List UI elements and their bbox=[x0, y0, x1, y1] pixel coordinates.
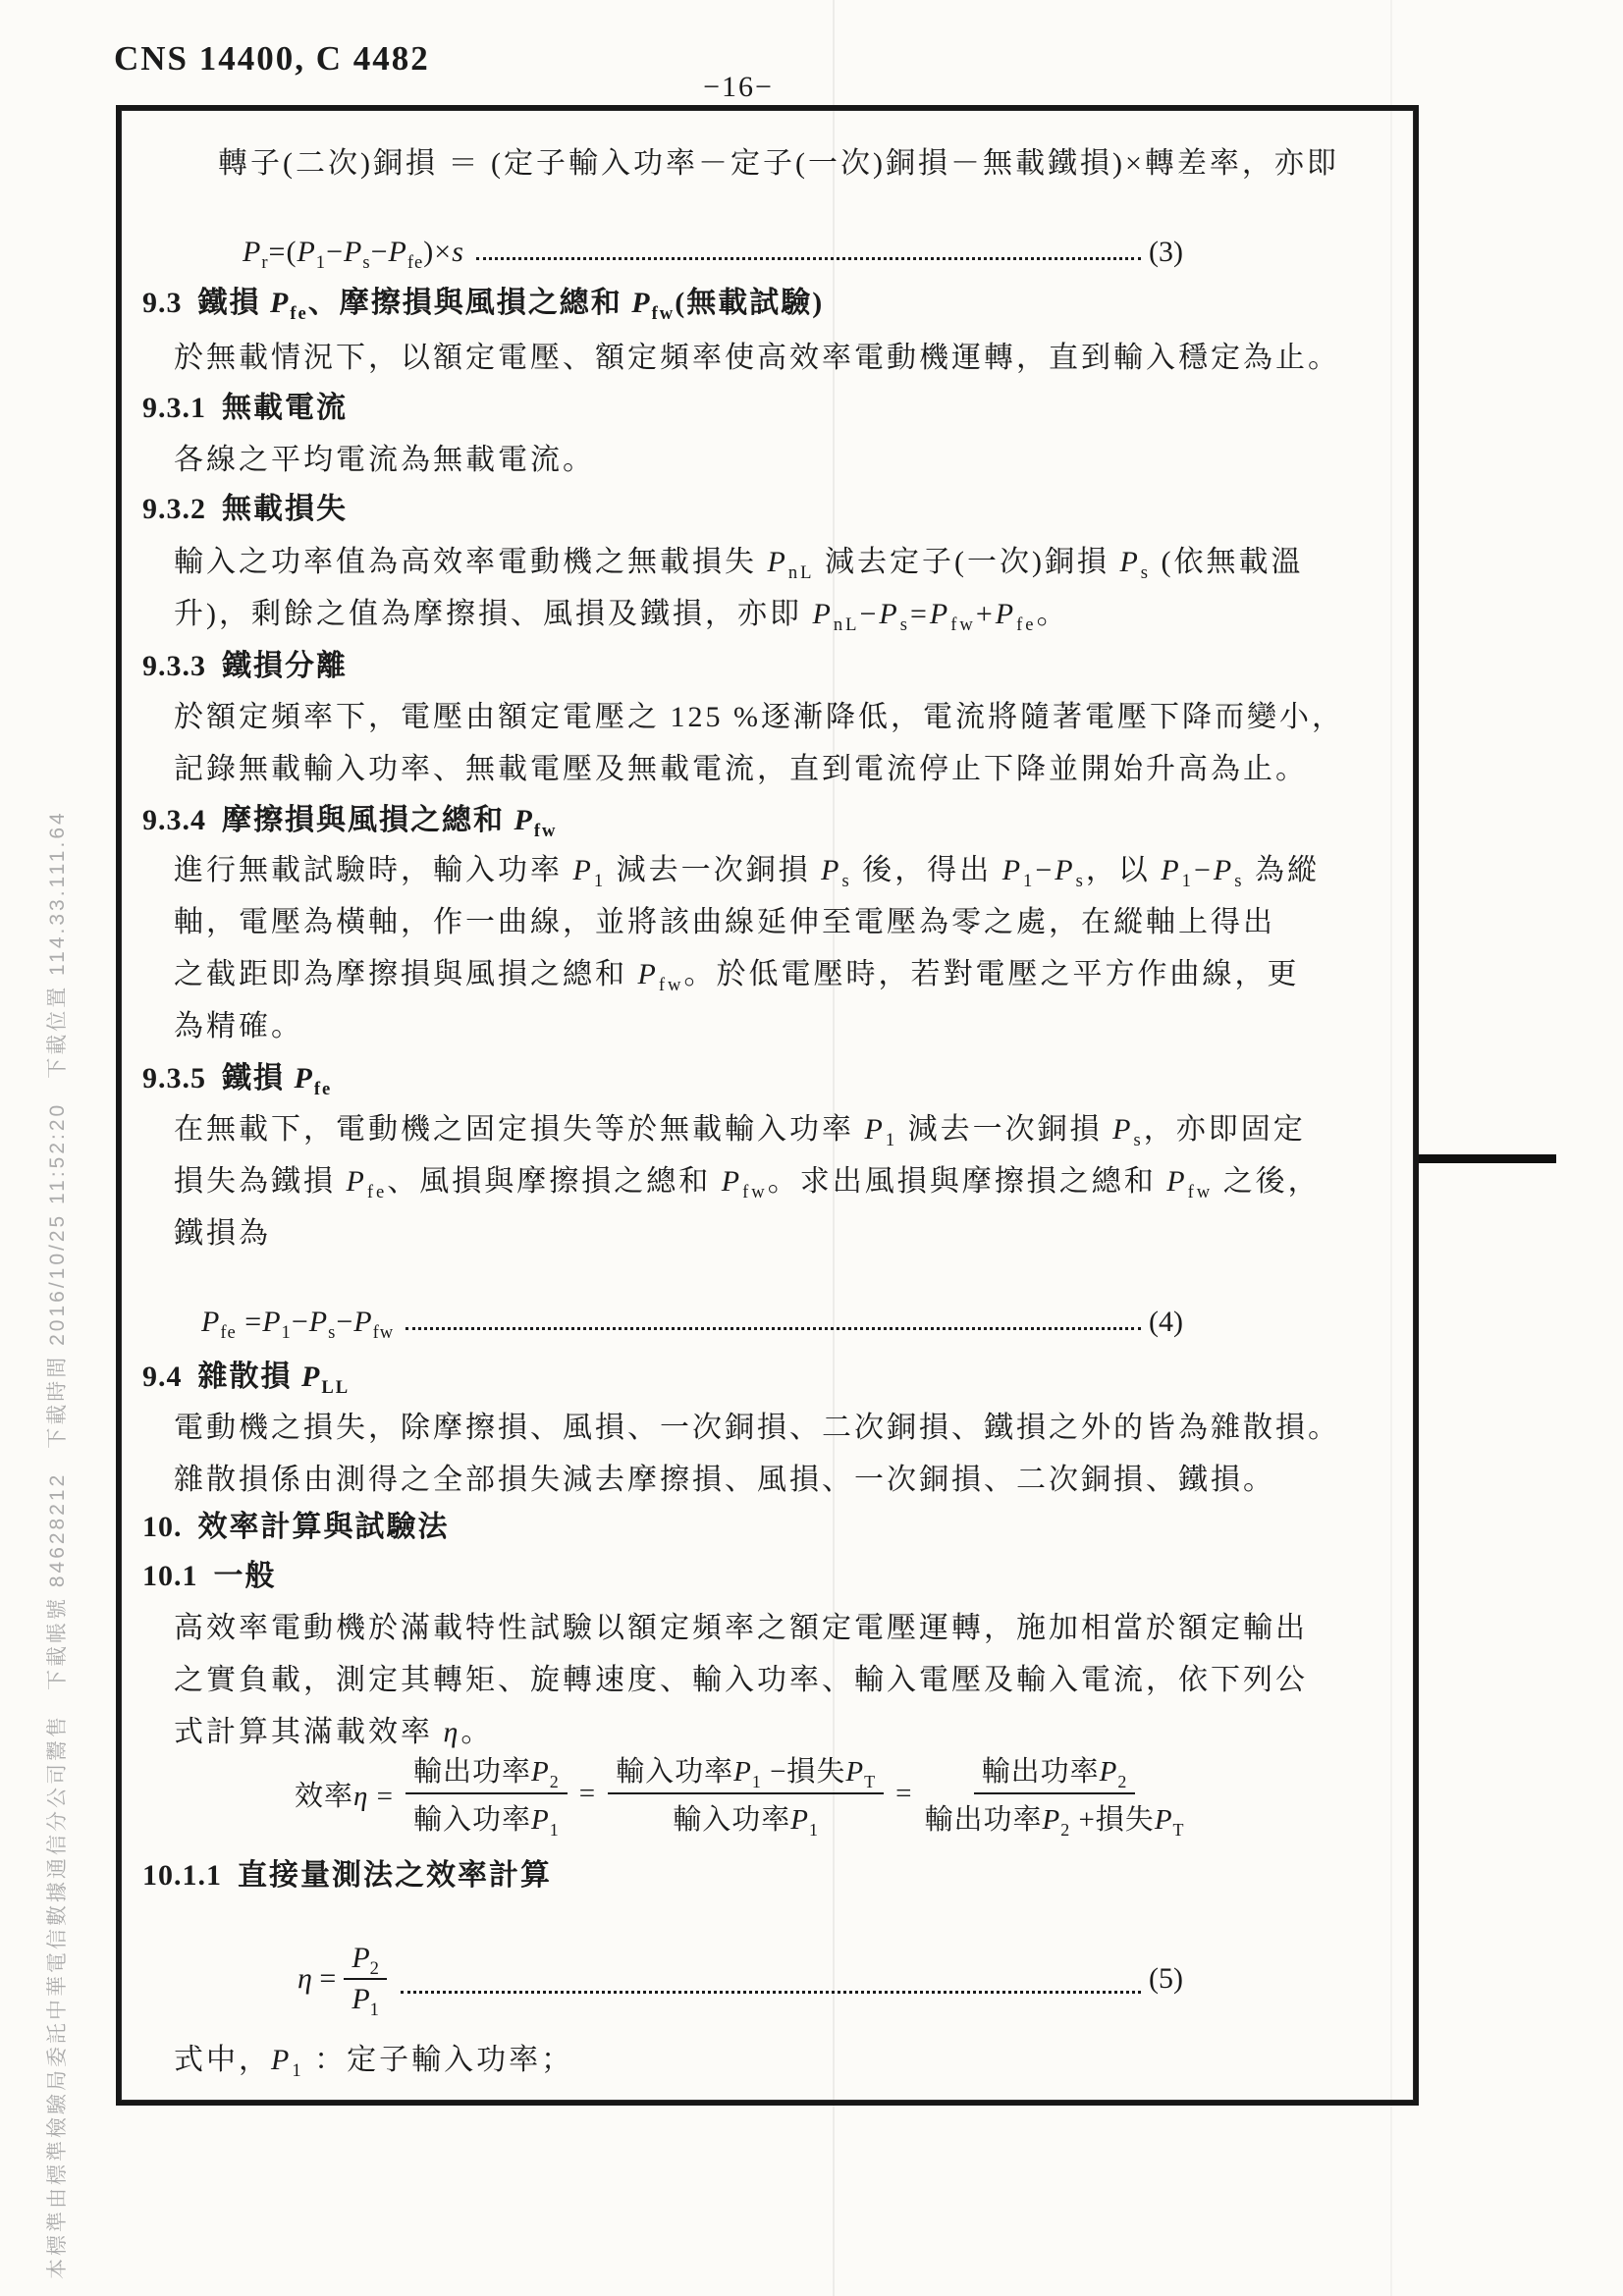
section-title: 直接量測法之效率計算 bbox=[238, 1859, 552, 1892]
text-line: 於額定頻率下，電壓由額定電壓之 125 %逐漸降低，電流將隨著電壓下降而變小， bbox=[174, 701, 1344, 733]
fraction-numerator: $P_2$ bbox=[344, 1942, 387, 1980]
fraction-1 bbox=[406, 1749, 568, 1838]
text-line: 電動機之損失，除摩擦損、風損、一次銅損、二次銅損、鐵損之外的皆為雜散損。 bbox=[174, 1412, 1340, 1444]
section-heading-10-1-1 bbox=[142, 1855, 552, 1896]
section-number: 10.1 bbox=[142, 1560, 198, 1592]
text-line: 進行無載試驗時，輸入功率 $P_1$ 減去一次銅損 $P_s$ 後，得出 $P_1-P_s$，以 $P_1-P_s$ 為縱 bbox=[174, 854, 1320, 891]
equation-5-lhs: η = bbox=[298, 1962, 337, 1995]
section-heading-9-3-5 bbox=[142, 1058, 332, 1099]
standard-number: CNS 14400, C 4482 bbox=[114, 39, 430, 78]
section-heading-9-3-4 bbox=[142, 800, 557, 841]
fraction-numerator: 輸出功率$P_2$ bbox=[406, 1749, 568, 1794]
section-title: 鐵損 $P_{fe}$ bbox=[222, 1062, 333, 1099]
paragraph-where: 式中，$P_1$ ：定子輸入功率； bbox=[174, 2044, 574, 2081]
section-title: 無載電流 bbox=[222, 392, 348, 424]
section-heading-9-3-2 bbox=[142, 489, 348, 530]
text-line: 高效率電動機於滿載特性試驗以額定頻率之額定電壓運轉，施加相當於額定輸出 bbox=[174, 1612, 1308, 1644]
efficiency-formula bbox=[295, 1749, 1185, 1838]
section-number: 9.3.3 bbox=[142, 650, 206, 682]
paragraph-9-3-4 bbox=[174, 844, 1320, 1052]
text-line: 鐵損為 bbox=[174, 1217, 271, 1250]
equation-4-number: (4) bbox=[1149, 1306, 1183, 1338]
section-number: 9.3.2 bbox=[142, 493, 206, 525]
paragraph-intro: 轉子(二次)銅損 ＝ (定子輸入功率－定子(一次)銅損－無載鐵損)×轉差率，亦即 bbox=[218, 147, 1339, 180]
text-line: 在無載下，電動機之固定損失等於無載輸入功率 $P_1$ 減去一次銅損 $P_s$，亦即固定 bbox=[174, 1113, 1306, 1150]
fraction-denominator: 輸入功率$P_1$ bbox=[673, 1804, 819, 1840]
section-title: 效率計算與試驗法 bbox=[197, 1511, 450, 1543]
equation-5-number: (5) bbox=[1149, 1962, 1183, 1995]
paragraph-9-3-3 bbox=[174, 691, 1344, 795]
section-number: 9.3.4 bbox=[142, 804, 206, 836]
watermark-text: 本標準由標準檢驗局委託中華電信數據通信分公司鬻售 下載帳號 84628212 下載時間 2016/10/25 11:52:20 下載位置 114.33.111.64 bbox=[46, 810, 69, 2279]
text-line: 之實負載，測定其轉矩、旋轉速度、輸入功率、輸入電壓及輸入電流，依下列公 bbox=[174, 1664, 1308, 1696]
equation-3 bbox=[243, 236, 1183, 273]
fraction-numerator: 輸出功率$P_2$ bbox=[974, 1749, 1136, 1794]
text-line: 之截距即為摩擦損與風損之總和 $P_{fw}$。於低電壓時，若對電壓之平方作曲線，更 bbox=[174, 958, 1300, 995]
dotted-leader bbox=[406, 1327, 1141, 1330]
section-number: 10.1.1 bbox=[142, 1859, 222, 1892]
equation-5 bbox=[298, 1942, 1183, 2020]
equation-5-fraction bbox=[344, 1942, 387, 2020]
section-number: 9.3.5 bbox=[142, 1062, 206, 1095]
section-title: 一般 bbox=[213, 1560, 277, 1592]
fraction-2 bbox=[608, 1749, 884, 1838]
efficiency-label: 效率η = bbox=[295, 1780, 395, 1812]
paragraph-10-1 bbox=[174, 1602, 1308, 1758]
text-line: 升)，剩餘之值為摩擦損、風損及鐵損，亦即 $P_{nL}-P_s=P_{fw}+P_{fe}$。 bbox=[174, 598, 1069, 635]
page-number: −16− bbox=[703, 71, 774, 103]
equation-4-formula: $P_{fe} =P_1-P_s-P_{fw}$ bbox=[201, 1306, 395, 1343]
fraction-3 bbox=[924, 1749, 1184, 1838]
section-heading-9-4 bbox=[142, 1357, 350, 1398]
section-heading-10-1 bbox=[142, 1556, 277, 1597]
section-number: 9.3 bbox=[142, 287, 183, 319]
paragraph-9-3-1: 各線之平均電流為無載電流。 bbox=[174, 444, 595, 476]
text-line: 軸，電壓為橫軸，作一曲線，並將該曲線延伸至電壓為零之處，在縱軸上得出 bbox=[174, 906, 1275, 938]
dotted-leader bbox=[476, 257, 1141, 260]
section-title: 無載損失 bbox=[222, 493, 348, 525]
paragraph-9-3-5 bbox=[174, 1103, 1321, 1259]
fraction-numerator: 輸入功率$P_1$ −損失$P_T$ bbox=[608, 1749, 884, 1794]
section-number: 9.4 bbox=[142, 1361, 183, 1393]
dotted-leader bbox=[401, 1991, 1141, 1994]
fraction-denominator: 輸出功率$P_2$ +損失$P_T$ bbox=[924, 1804, 1185, 1840]
text-line: 損失為鐵損 $P_{fe}$、風損與摩擦損之總和 $P_{fw}$。求出風損與摩擦損之總和 $P_{fw}$ 之後， bbox=[174, 1165, 1321, 1202]
paragraph-9-4 bbox=[174, 1402, 1340, 1506]
section-heading-9-3-3 bbox=[142, 646, 348, 687]
paragraph-9-3: 於無載情況下，以額定電壓、額定頻率使高效率電動機運轉，直到輸入穩定為止。 bbox=[174, 342, 1340, 374]
section-number: 9.3.1 bbox=[142, 392, 206, 424]
binding-mark bbox=[1419, 1154, 1556, 1163]
text-line: 為精確。 bbox=[174, 1010, 303, 1042]
text-line: 記錄無載輸入功率、無載電壓及無載電流，直到電流停止下降並開始升高為止。 bbox=[174, 753, 1308, 785]
section-heading-10 bbox=[142, 1507, 450, 1548]
section-title: 雜散損 $P_{LL}$ bbox=[197, 1361, 351, 1398]
text-line: 輸入之功率值為高效率電動機之無載損失 $P_{nL}$ 減去定子(一次)銅損 $P_s$ (依無載溫 bbox=[174, 546, 1304, 583]
paragraph-9-3-2 bbox=[174, 536, 1304, 640]
fraction-denominator: 輸入功率$P_1$ bbox=[413, 1804, 560, 1840]
equation-3-number: (3) bbox=[1149, 236, 1183, 268]
equation-4 bbox=[201, 1306, 1183, 1343]
equation-3-formula: $P_r=(P_1-P_s-P_{fe})\times s$ bbox=[243, 236, 464, 273]
section-heading-9-3 bbox=[142, 283, 824, 324]
section-number: 10. bbox=[142, 1511, 183, 1543]
fraction-denominator: $P_1$ bbox=[352, 1983, 379, 2020]
text-line: 式計算其滿載效率 η。 bbox=[174, 1716, 494, 1748]
section-title: 鐵損分離 bbox=[222, 650, 348, 682]
equals-sign: = bbox=[895, 1777, 913, 1809]
text-line: 雜散損係由測得之全部損失減去摩擦損、風損、一次銅損、二次銅損、鐵損。 bbox=[174, 1464, 1275, 1496]
section-title: 鐵損 $P_{fe}$、摩擦損與風損之總和 $P_{fw}$(無載試驗) bbox=[197, 287, 825, 324]
section-title: 摩擦損與風損之總和 $P_{fw}$ bbox=[222, 804, 558, 841]
section-heading-9-3-1 bbox=[142, 388, 348, 429]
equals-sign: = bbox=[578, 1777, 597, 1809]
